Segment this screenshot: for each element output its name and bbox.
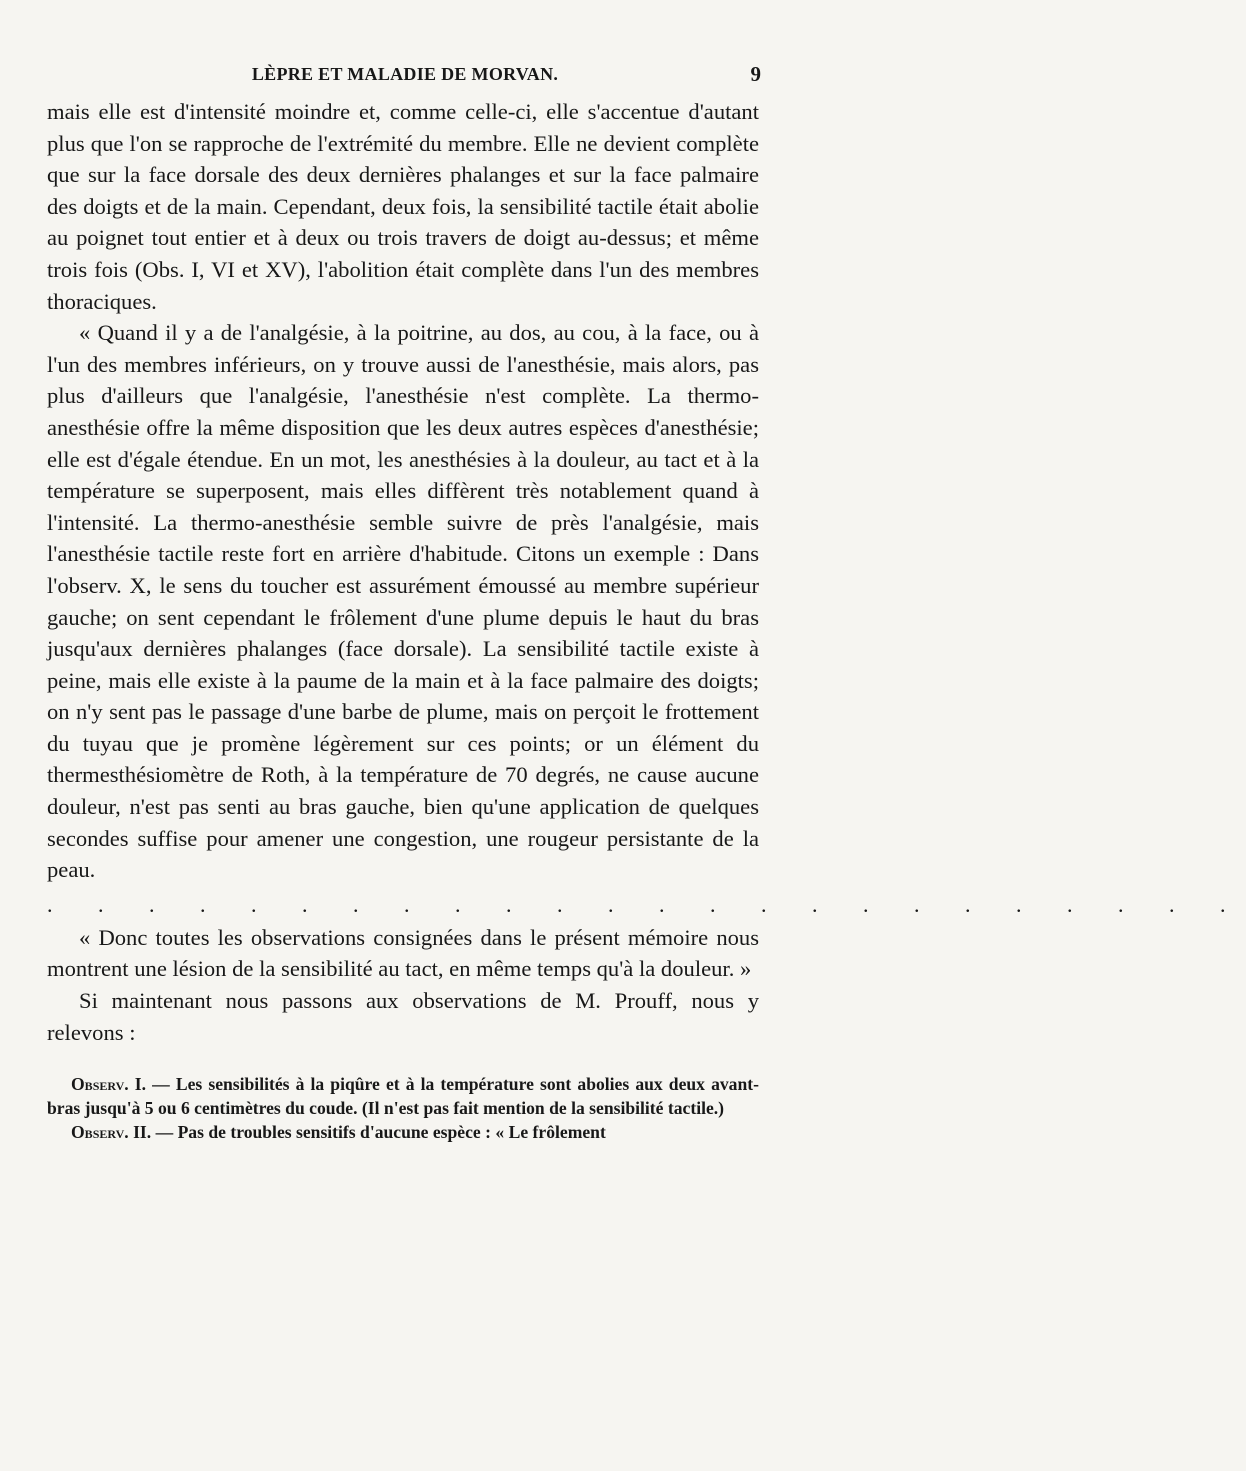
paragraph: mais elle est d'intensité moindre et, comme celle-ci, elle s'accentue d'autant plus que l'on se rapproche de l'extrémité du membre. Elle ne devient complète que sur la face dorsale des deux dernières phalanges et sur la face palmaire des doigts et de la main. Cependant, deux fois, la sensibilité tactile était abolie au poignet tout entier et à deux ou trois travers de doigt au-dessus; et même trois fois (Obs. I, VI et XV), l'abolition était complète dans l'un des membres thoraciques. <box>47 99 759 314</box>
observation-note <box>47 1120 759 1144</box>
observation-label: Observ. II. <box>71 1122 152 1143</box>
paragraph: « Donc toutes les observations consignées dans le présent mémoire nous montrent une lésion de la sensibilité au tact, en même temps qu'à la douleur. » <box>47 924 759 982</box>
paragraph: « Quand il y a de l'analgésie, à la poitrine, au dos, au cou, à la face, ou à l'un des membres inférieurs, on y trouve aussi de l'anesthésie, mais alors, pas plus d'ailleurs que l'analgésie, l'anesthésie n'est complète. La thermo-anesthésie offre la même disposition que les deux autres espèces d'anesthésie; elle est d'égale étendue. En un mot, les anesthésies à la douleur, au tact et à la température se superposent, mais elles diffèrent très notablement quand à l'intensité. La thermo-anesthésie semble suivre de près l'analgésie, mais l'anesthésie tactile reste fort en arrière d'habitude. Citons un exemple : Dans l'observ. X, le sens du toucher est assurément émoussé au membre supérieur gauche; on sent cependant le frôlement d'une plume depuis le haut du bras jusqu'aux dernières phalanges (face dorsale). La sensibilité tactile existe à peine, mais elle existe à la paume de la main et à la face palmaire des doigts; on n'y sent pas le passage d'une barbe de plume, mais on perçoit le frottement du tuyau que je promène légèrement sur ces points; or un élément du thermesthésiomètre de Roth, à la température de 70 degrés, ne cause aucune douleur, n'est pas senti au bras gauche, bien qu'une application de quelques secondes suffise pour amener une congestion, une rougeur persistante de la peau. <box>47 320 759 883</box>
page-number: 9 <box>750 62 761 86</box>
page-header <box>45 58 765 94</box>
observation-text: — Pas de troubles sensitifs d'aucune espèce : « Le frôlement <box>151 1122 606 1143</box>
paragraph: Si maintenant nous passons aux observations de M. Prouff, nous y relevons : <box>47 988 759 1045</box>
main-text <box>47 96 1246 1144</box>
ellipsis-line: . . . . . . . . . . . . . . . . . . . . . . . . <box>47 891 1246 917</box>
observation-note <box>47 1072 759 1120</box>
observation-label: Observ. I. <box>71 1074 147 1095</box>
observation-notes <box>47 1072 759 1144</box>
observation-text: — Les sensibilités à la piqûre et à la température sont abolies aux deux avant-bras jusqu'à 5 ou 6 centimètres du coude. (Il n'est pas fait mention de la sensibilité tactile.) <box>47 1074 759 1119</box>
running-title: LÈPRE ET MALADIE DE MORVAN. <box>251 64 559 84</box>
